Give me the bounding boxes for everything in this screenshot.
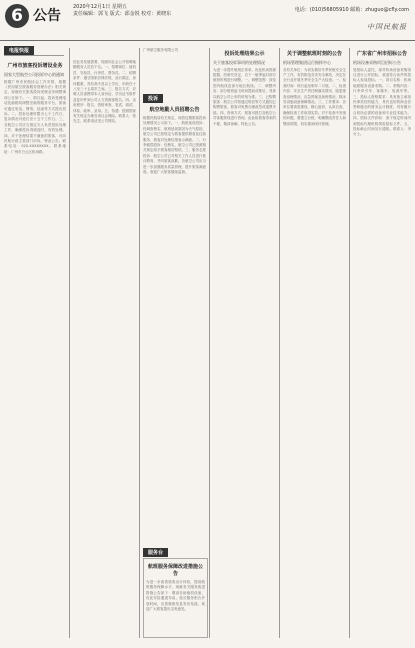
notice-box (143, 558, 208, 638)
article-subheading: 关于旅客投诉事项的处理情况 (213, 60, 265, 65)
notice-body: 为进一步改善旅客出行体验，提高航班服务保障水平，现就有关服务改进措施公告如下：增设自助值机设备，优化安检通道布局，延长服务柜台开放时间，完善航班信息发布渠道。欢迎广大旅客提出宝贵意见。 (146, 580, 205, 612)
article-column-2 (73, 60, 136, 638)
divider (4, 55, 64, 56)
article-heading: 关于调整航班时刻的公告 (286, 51, 342, 57)
article-body: 广州航空服务有限公司 (143, 48, 178, 52)
column-tag-middle: 投诉 (143, 94, 163, 103)
issue-date: 2020年12月1日 星期五 (73, 4, 127, 10)
article-heading: 投诉处理结果公示 (224, 51, 265, 57)
page-number: 6 (5, 4, 29, 28)
article-body: 各有关单位：为切实做好冬季民航安全生产工作，有效防范各类安全事故，决定在全行业开展冬季安全生产大检查。一、检查时间：即日起至明年二月底。二、检查内容：安全生产责任制落实情况、隐患排查治理情况、应急预案及演练情况、除冰雪设施设备保障情况。三、工作要求：各单位要高度重视，精心组织，认真自查，确保检查工作取得实效。对于检查中发现的问题，要建立台账，明确整改责任人和整改时限，切实做到闭环管理。 (283, 67, 346, 126)
article-body: 为进一步提升航班正常率，优化机场资源配置，经研究决定，自下一航季起对部分航班时刻进行调整。一、调整范围：涉及国内航线及部分地区航线。二、调整内容：部分航班起飞时间提前或推后，具体以航空公司公布的时刻为准。三、已购票旅客：航空公司将通过短信等方式通知已购票旅客，旅客可免费办理改签或退票手续。四、咨询方式：旅客可拨打各航空公司客服热线进行咨询。由此给旅客带来的不便，敬请谅解。特此公告。 (213, 67, 276, 126)
article-column-4 (213, 48, 276, 626)
column-rule (349, 48, 350, 638)
masthead-logo: 中国民航报 (367, 23, 407, 31)
article-body: 根据广州市民航协会工作安排，根据《民用航空旅客服务管理办法》相关规定，现就有关旅客投诉受理业务调整事项公告如下。一、即日起，投诉受理电话及邮箱均调整至新的服务平台，旅客可通过电话、网络、信函等方式提出投诉。二、投诉处理时限为七个工作日，复杂情况可延长至十五个工作日。三、各航空公司应当指定专人负责投诉处理工作，确保投诉得到及时、有效处理。四、对于处理结果不满意的旅客，可向民航行政主管部门申诉。特此公告。联系电话：020-XXXXXXXX。联系地址：广州市白云区机场路。 (4, 79, 66, 154)
article-column-5 (283, 48, 346, 626)
column-rule (279, 48, 280, 638)
article-body: 根据民航局有关规定，现将近期旅客投诉处理情况公示如下。一、航班延误投诉：经调查核实，航班延误原因为天气原因，航空公司已按规定为旅客提供餐食及住宿服务，旅客对处理结果表示满意。二、行李破损投诉：经核实，航空公司已按照相关规定给予旅客相应赔偿。三、服务态度投诉：航空公司已对相关工作人员进行批评教育，并向旅客致歉。各航空公司应当进一步加强服务质量管理，提升旅客满意度。欢迎广大旅客继续监督。 (143, 116, 206, 175)
article-column-3a (143, 48, 206, 88)
issue-meta (73, 4, 171, 18)
contact-info: 电话：(010)56805910 邮箱：zhuguo@cfly.com (294, 7, 409, 13)
page-header (0, 0, 415, 41)
article-subheading: 机场管理集团运行指挥中心 (283, 60, 331, 65)
article-body: 因业务发展需要，现面向社会公开招聘地勤服务人员若干名。一、招聘岗位：值机员、安检员、行李员、票务员。二、招聘条件：遵守国家法律法规，品行端正，身体健康，具有高中及以上学历，年龄在十八至三十五周岁之间。三、报名方式：应聘人员请携带本人身份证、学历证书原件及复印件到公司人力资源部报名。四、录用程序：报名、资格审查、笔试、面试、体检、政审、录用。五、待遇：按照国家有关规定办理各项社会保险。联系人：张先生，联系电话见公司网站。 (73, 60, 136, 124)
article-column-6 (353, 48, 411, 626)
article-heading: 广东省广州市招标公告 (356, 51, 407, 57)
column-tag-left: 电报快报 (4, 46, 34, 55)
article-subheading: 机场设备采购项目招标公告 (353, 60, 401, 65)
column-rule (139, 48, 140, 638)
article-heading: 广州市旅客投诉增设业务 (7, 63, 63, 69)
editor-credits: 责任编辑：郭飞 版式：邱金锐 校对：黄晓东 (73, 11, 172, 17)
column-tag-bottom: 服务台 (143, 548, 168, 557)
article-column-1 (4, 60, 66, 638)
section-title: 公告 (33, 8, 61, 24)
article-body: 受招标人委托，现对机场设备采购项目进行公开招标，欢迎符合条件的投标人参加投标。一、项目名称：机场地面服务设备采购。二、采购内容：行李牵引车、客梯车、电源车等。三、投标人资格要求：具有独立承担民事责任的能力，具有良好的商业信誉和健全的财务会计制度，具有履行合同所必需的设备和专业技术能力。四、招标文件获取：请于规定时间内到招标代理机构领取招标文件。五、投标截止时间另行通知。联系人：李女士。 (353, 67, 411, 137)
column-rule (209, 48, 210, 638)
column-rule (69, 48, 70, 638)
article-subheading: 国家大型航空公司投诉中心的通知 (4, 72, 64, 77)
article-heading: 航空地勤人员招聘公告 (149, 107, 200, 113)
notice-heading: 航班服务保障改进措施公告 (147, 564, 203, 577)
